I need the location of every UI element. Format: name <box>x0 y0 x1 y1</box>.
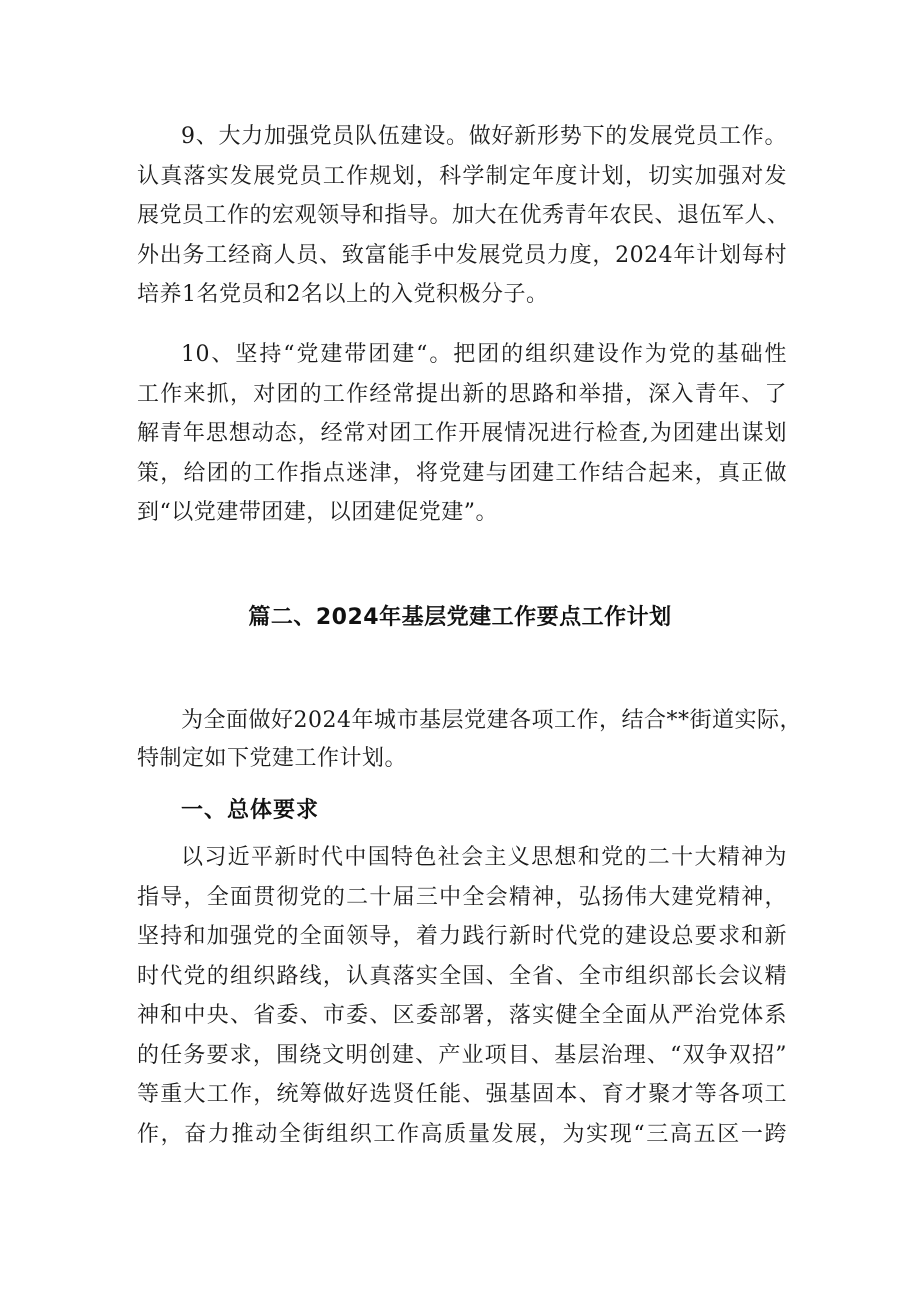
paragraph-line: 到“以党建带团建，以团建促党建”。 <box>137 500 498 525</box>
section-9-paragraph <box>137 117 790 315</box>
paragraph-line: 工作来抓，对团的工作经常提出新的思路和举措，深入青年、了 <box>137 381 787 407</box>
paragraph-line: 10、坚持“党建带团建“。把团的组织建设作为党的基础性 <box>181 342 787 367</box>
paragraph-line: 认真落实发展党员工作规划，科学制定年度计划，切实加强对发 <box>137 163 787 189</box>
paragraph-line: 等重大工作，统筹做好选贤任能、强基固本、育才聚才等各项工 <box>137 1082 787 1107</box>
section-heading-general-requirements: 一、总体要求 <box>181 798 320 823</box>
paragraph-line: 为全面做好2024年城市基层党建各项工作，结合**街道实际， <box>181 708 802 733</box>
section-10-paragraph <box>137 335 787 533</box>
paragraph-line: 坚持和加强党的全面领导，着力践行新时代党的建设总要求和新 <box>137 924 787 949</box>
paragraph-line: 9、大力加强党员队伍建设。做好新形势下的发展党员工作。 <box>181 124 787 149</box>
part-two-title: 篇二、2024年基层党建工作要点工作计划 <box>248 605 672 630</box>
paragraph-line: 策，给团的工作指点迷津，将党建与团建工作结合起来，真正做 <box>137 460 787 486</box>
paragraph-line: 作，奋力推动全街组织工作高质量发展，为实现“三高五区一跨 <box>137 1121 787 1147</box>
paragraph-line: 指导，全面贯彻党的二十届三中全会精神，弘扬伟大建党精神， <box>137 884 787 910</box>
paragraph-line: 培养1名党员和2名以上的入党积极分子。 <box>137 282 549 307</box>
paragraph-line: 展党员工作的宏观领导和指导。加大在优秀青年农民、退伍军人、 <box>137 203 790 228</box>
paragraph-line: 的任务要求，围绕文明创建、产业项目、基层治理、“双争双招” <box>137 1042 787 1068</box>
paragraph-line: 以习近平新时代中国特色社会主义思想和党的二十大精神为 <box>181 845 787 870</box>
paragraph-line: 神和中央、省委、市委、区委部署，落实健全全面从严治党体系 <box>137 1003 787 1028</box>
paragraph-line: 解青年思想动态，经常对团工作开展情况进行检查,为团建出谋划 <box>137 421 787 446</box>
paragraph-line: 时代党的组织路线，认真落实全国、全省、全市组织部长会议精 <box>137 963 787 989</box>
paragraph-line: 特制定如下党建工作计划。 <box>137 746 408 771</box>
part-two-intro-paragraph <box>137 702 802 778</box>
general-requirements-paragraph <box>137 838 787 1154</box>
paragraph-line: 外出务工经商人员、致富能手中发展党员力度，2024年计划每村 <box>137 242 787 268</box>
